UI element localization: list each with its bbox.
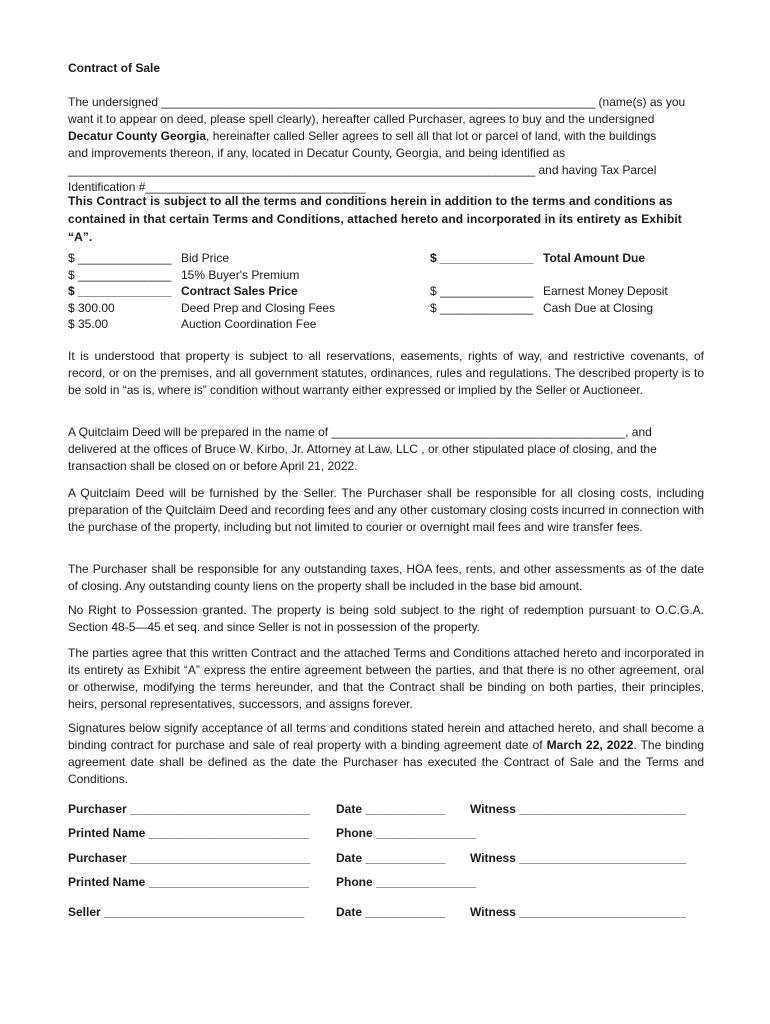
seller-signature-line[interactable]: Seller ______________________________ bbox=[68, 905, 305, 919]
deed-paragraph bbox=[68, 424, 704, 475]
terms-statement bbox=[68, 192, 708, 246]
date-1-line[interactable]: Date ____________ bbox=[336, 802, 446, 816]
date-2-line[interactable]: Date ____________ bbox=[336, 851, 446, 865]
signatures-paragraph bbox=[68, 720, 704, 788]
fee-row bbox=[68, 300, 335, 317]
fee-row bbox=[430, 300, 668, 317]
witness-2-line[interactable]: Witness _________________________ bbox=[470, 851, 687, 865]
signatures-text-pre: Signatures below signify acceptance of all terms and conditions stated herein and attached hereto, and shall become a binding contract for purchase and sale of real property with a binding agreement date of bbox=[68, 721, 704, 752]
fee-label: Deed Prep and Closing Fees bbox=[181, 300, 336, 315]
purchaser-2-signature-line[interactable]: Purchaser ___________________________ bbox=[68, 851, 311, 865]
fee-label: Auction Coordination Fee bbox=[181, 317, 317, 331]
witness-1-line[interactable]: Witness _________________________ bbox=[470, 802, 687, 816]
terms-line-2: contained in that certain Terms and Conditions, attached hereto and incorporated in its entirety as Exhibit bbox=[68, 212, 682, 226]
printed-name-2-line[interactable]: Printed Name ________________________ bbox=[68, 875, 309, 889]
fee-label: Total Amount Due bbox=[543, 251, 645, 265]
fee-label: Cash Due at Closing bbox=[543, 300, 654, 315]
intro-line-3-rest: , hereinafter called Seller agrees to sell all that lot or parcel of land, with the buildings bbox=[206, 129, 657, 143]
intro-line-3 bbox=[68, 128, 704, 145]
quitclaim-paragraph: A Quitclaim Deed will be furnished by the Seller. The Purchaser shall be responsible for all closing costs, including preparation of the Quitclaim Deed and recording fees and any other customary closing costs incurred in connection with the purchase of the property, including but not limited to courier or overnight mail fees and wire transfer fees. bbox=[68, 486, 704, 534]
intro-line-2: want it to appear on deed, please spell clearly), hereafter called Purchaser, agrees to buy and the undersigned bbox=[68, 112, 655, 126]
fee-row bbox=[68, 316, 335, 333]
fee-row bbox=[68, 283, 335, 300]
intro-paragraph bbox=[68, 94, 704, 196]
deed-line-2: delivered at the offices of Bruce W. Kirbo, Jr. Attorney at Law, LLC , or other stipulated place of closing, and the bbox=[68, 442, 657, 456]
fee-amount: $ ______________ bbox=[430, 251, 534, 265]
page-title: Contract of Sale bbox=[68, 61, 161, 75]
terms-line-1: This Contract is subject to all the terms and conditions herein in addition to the terms and conditions as bbox=[68, 194, 673, 208]
signatures-text-post: . The binding agreement date shall be defined as the date the Purchaser has executed the Contract of Sale and the Terms and Conditions. bbox=[68, 738, 705, 786]
intro-line-6: Identification #_________________________________ bbox=[68, 180, 366, 194]
agreement-paragraph: The parties agree that this written Contract and the attached Terms and Conditions attached hereto and incorporated in its entirety as Exhibit “A” express the entire agreement between the parties, and that there is no other agreement, oral or otherwise, modifying the terms hereunder, and that the Contract shall be binding on both parties, their principles, heirs, personal representatives, successors, and assigns forever. bbox=[68, 646, 704, 711]
phone-2-line[interactable]: Phone _______________ bbox=[336, 875, 477, 889]
fee-amount: $ 300.00 bbox=[68, 300, 115, 315]
terms-line-3: “A”. bbox=[68, 230, 93, 244]
binding-agreement-date: March 22, 2022 bbox=[546, 738, 634, 752]
purchaser-1-signature-line[interactable]: Purchaser ___________________________ bbox=[68, 802, 311, 816]
phone-1-line[interactable]: Phone _______________ bbox=[336, 826, 477, 840]
fee-amount: $ ______________ bbox=[68, 284, 172, 298]
possession-paragraph: No Right to Possession granted. The property is being sold subject to the right of redemption pursuant to O.C.G.A. Section 48-5—45 et seq. and since Seller is not in possession of the property. bbox=[68, 603, 704, 634]
printed-name-1-line[interactable]: Printed Name ________________________ bbox=[68, 826, 309, 840]
intro-line-5: ______________________________________________________________________ and having Tax Parcel bbox=[68, 163, 657, 177]
fee-label: Earnest Money Deposit bbox=[543, 284, 668, 298]
date-3-line[interactable]: Date ____________ bbox=[336, 905, 446, 919]
fee-amount: $ ______________ bbox=[430, 284, 534, 298]
reservations-paragraph: It is understood that property is subject to all reservations, easements, rights of way, and restrictive covenants, of record, or on the premises, and all government statutes, ordinances, rules and regulations. The described property is to be sold in “as is, where is” condition without warranty either expressed or implied by the Seller or Auctioneer. bbox=[68, 349, 704, 397]
taxes-paragraph: The Purchaser shall be responsible for any outstanding taxes, HOA fees, rents, and other assessments as of the date of closing. Any outstanding county liens on the property shall be included in the base bid amount. bbox=[68, 562, 704, 593]
intro-line-4: and improvements thereon, if any, located in Decatur County, Georgia, and being identified as bbox=[68, 146, 566, 160]
fee-label: Contract Sales Price bbox=[181, 284, 298, 298]
fee-amount: $ ______________ bbox=[68, 267, 172, 282]
fees-left-column bbox=[68, 250, 335, 333]
fee-amount: $ ______________ bbox=[430, 300, 534, 315]
fees-right-column bbox=[430, 250, 668, 316]
fee-row bbox=[430, 267, 668, 284]
deed-line-1: A Quitclaim Deed will be prepared in the name of ____________________________________________, and bbox=[68, 425, 652, 439]
fee-label: Bid Price bbox=[181, 251, 230, 265]
fee-row bbox=[68, 267, 335, 284]
deed-line-3: transaction shall be closed on or before April 21, 2022. bbox=[68, 459, 358, 473]
fee-row bbox=[430, 283, 668, 300]
fee-amount: $ 35.00 bbox=[68, 317, 109, 331]
intro-line-1: The undersigned _________________________________________________________________ (name(s) as you bbox=[68, 95, 686, 109]
fee-row bbox=[68, 250, 335, 267]
fee-row bbox=[430, 250, 668, 267]
witness-3-line[interactable]: Witness _________________________ bbox=[470, 905, 687, 919]
fee-amount: $ ______________ bbox=[68, 251, 172, 265]
seller-name: Decatur County Georgia bbox=[68, 129, 207, 143]
fee-label: 15% Buyer's Premium bbox=[181, 267, 300, 282]
